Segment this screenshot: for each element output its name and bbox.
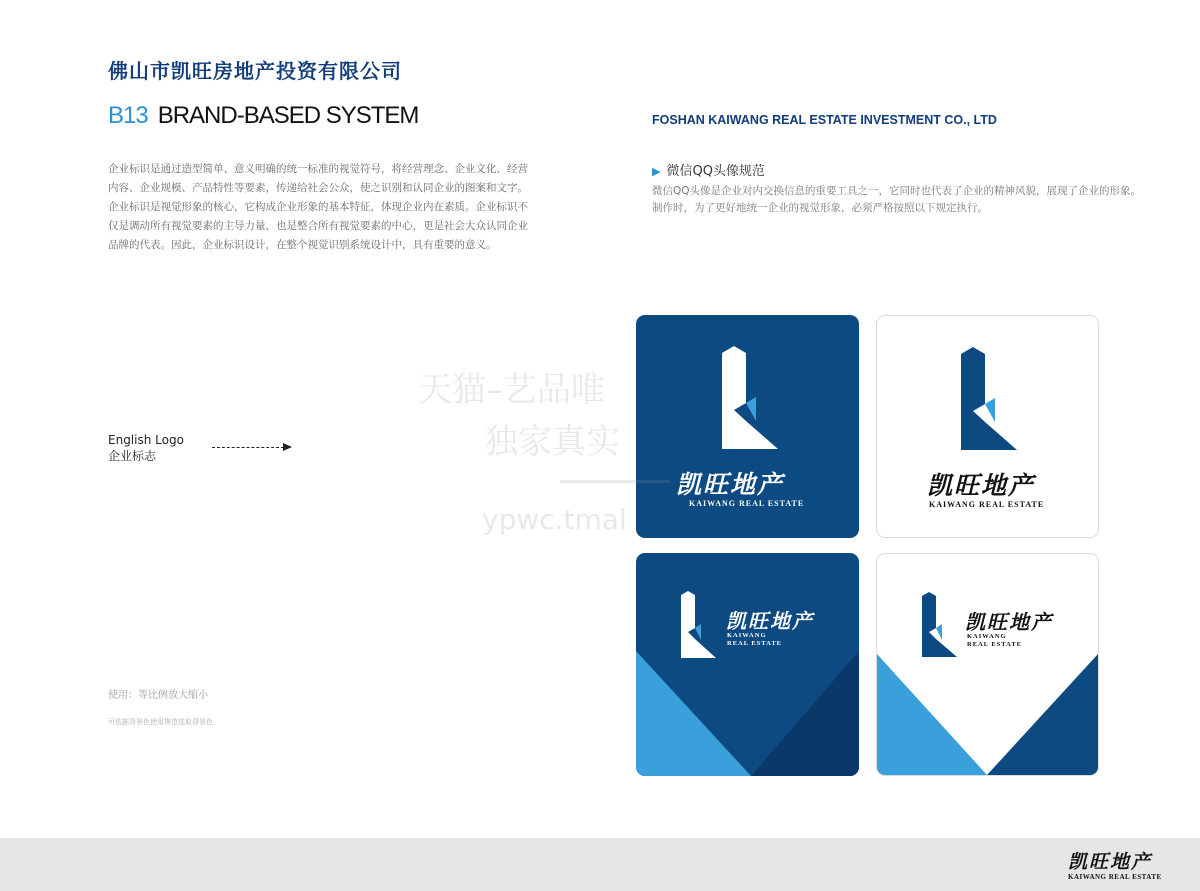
footer-bar [0,838,1200,891]
logo-label [108,432,184,464]
spec-description: 微信QQ头像是企业对内交换信息的重要工具之一，它同时也代表了企业的精神风貌，展现了企业的形象。制作时，为了更好地统一企业的视觉形象，必须严格按照以下规定执行。 [652,185,1142,214]
building-logo-icon [681,591,716,658]
brand-name-en: KAIWANG REAL ESTATE [689,499,805,508]
spec-title: 微信QQ头像规范 [666,164,765,179]
spec-heading [652,160,765,179]
watermark-divider [560,480,670,483]
watermark-line1: 天猫–艺品唯 [418,370,605,410]
avatar-tile-white-diagonal [876,553,1099,776]
avatar-tile-white [876,315,1099,538]
usage-small-note: 可依据背景色使用规范选取背景色 [108,718,213,726]
avatar-tile-navy [636,315,859,538]
footer-brand-cn: 凯旺地产 [1068,851,1153,873]
brand-en-line1: KAIWANG [967,633,1007,640]
brand-name-cn: 凯旺地产 [726,609,814,633]
diagonal-background [636,553,859,776]
footer-brand-en: KAIWANG REAL ESTATE [1068,873,1162,881]
logo-label-en: English Logo [108,433,184,447]
watermark-line2: 独家真实 [484,422,620,462]
section-name: BRAND-BASED SYSTEM [157,102,419,129]
section-code: B13 [108,102,148,129]
section-title [108,102,418,130]
brand-name-cn: 凯旺地产 [676,470,785,499]
brand-name-cn: 凯旺地产 [965,610,1053,634]
logo-label-cn: 企业标志 [108,449,157,463]
brand-name-en [967,633,1022,649]
brand-en-line1: KAIWANG [727,632,767,639]
brand-en-line2: REAL ESTATE [727,640,783,647]
avatar-tile-navy-diagonal [636,553,859,776]
brand-name-cn: 凯旺地产 [927,471,1036,500]
triangle-bullet-icon: ▶ [652,165,661,178]
watermark-url: ypwc.tmal [482,503,627,536]
brand-name-en [727,632,782,648]
brand-name-en: KAIWANG REAL ESTATE [929,500,1045,509]
company-name-cn: 佛山市凯旺房地产投资有限公司 [108,59,402,83]
building-logo-icon [922,592,957,657]
usage-note: 使用：等比例放大缩小 [108,690,208,701]
arrow-right-icon [283,443,292,451]
company-name-en: FOSHAN KAIWANG REAL ESTATE INVESTMENT CO., LTD [652,113,997,127]
dashed-arrow-line [212,447,284,448]
intro-paragraph: 企业标识是通过造型简单、意义明确的统一标准的视觉符号，将经营理念、企业文化、经营内容、企业规模、产品特性等要素，传递给社会公众，使之识别和认同企业的图案和文字。企业标识是视觉形象的核心，它构成企业形象的基本特征，体现企业内在素质。企业标识不仅是调动所有视觉要素的主导力量，也是整合所有视觉要素的中心，更是社会大众认同企业品牌的代表。因此，企业标识设计，在整个视觉识别系统设计中，具有重要的意义。 [108,163,528,251]
diagonal-background [877,554,1098,775]
brand-en-line2: REAL ESTATE [967,641,1023,648]
